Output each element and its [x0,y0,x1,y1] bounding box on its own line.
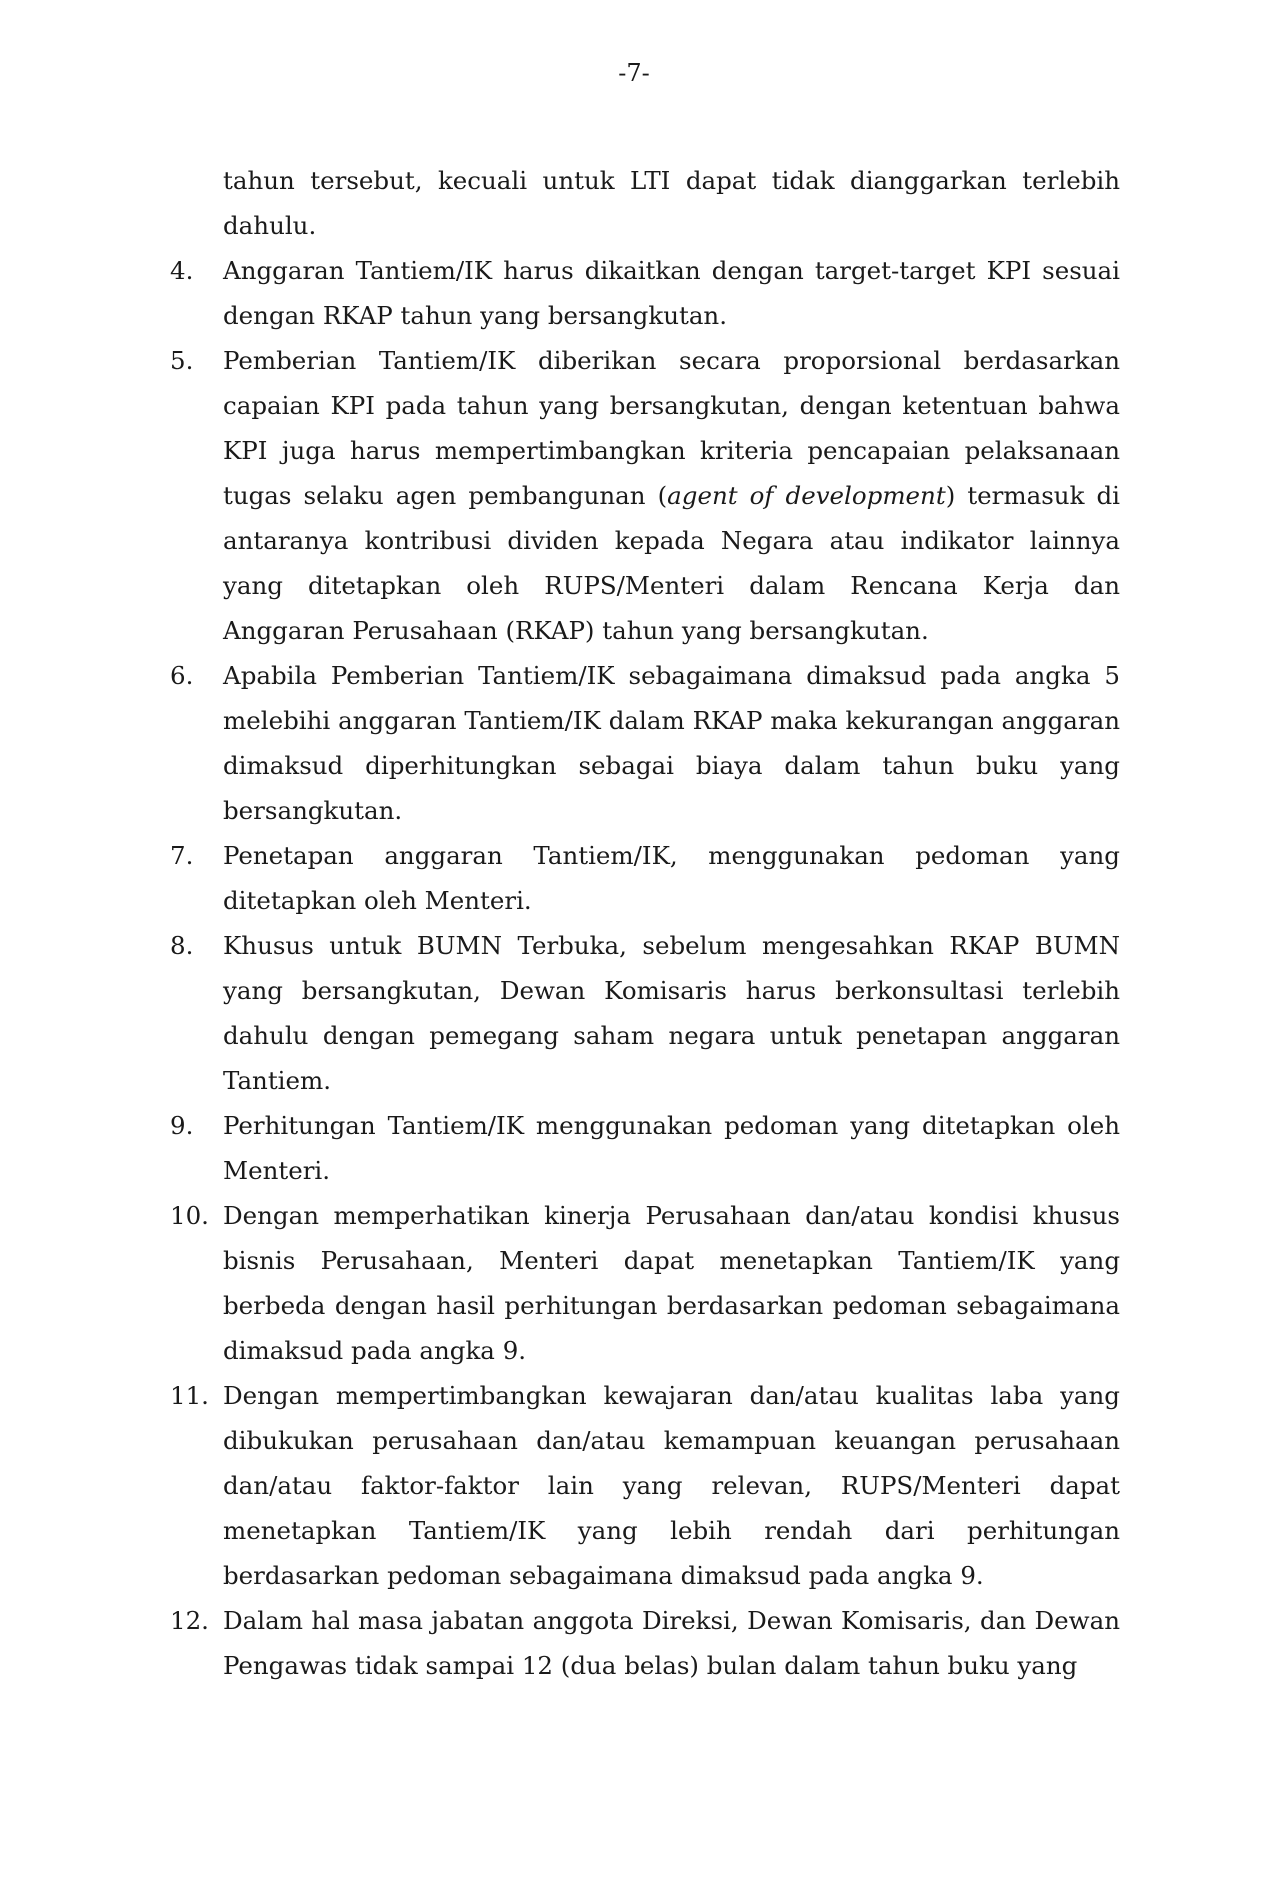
list-item-text: Dengan memperhatikan kinerja Perusahaan dan/atau kondisi khusus bisnis Perusahaan, Menteri dapat menetapkan Tantiem/IK yang berbeda dengan hasil perhitungan berdasarkan pedoman sebagaimana dimaksud pada angka 9. [223,1201,1120,1365]
list-item-number: 5. [170,346,194,375]
list-item-number: 8. [170,931,194,960]
list-item-number: 9. [170,1111,194,1140]
list-item-number: 10. [170,1201,209,1230]
list-item-text: Dengan mempertimbangkan kewajaran dan/atau kualitas laba yang dibukukan perusahaan dan/atau kemampuan keuangan perusahaan dan/atau faktor-faktor lain yang relevan, RUPS/Menteri dapat menetapkan Tantiem/IK yang lebih rendah dari perhitungan berdasarkan pedoman sebagaimana dimaksud pada angka 9. [223,1381,1120,1590]
list-item-text: Perhitungan Tantiem/IK menggunakan pedoman yang ditetapkan oleh Menteri. [223,1111,1120,1185]
list-item-text: Khusus untuk BUMN Terbuka, sebelum mengesahkan RKAP BUMN yang bersangkutan, Dewan Komisaris harus berkonsultasi terlebih dahulu dengan pemegang saham negara untuk penetapan anggaran Tantiem. [223,931,1120,1095]
list-item-number: 6. [170,661,194,690]
list-item-number: 11. [170,1381,209,1410]
list-item-text-part: Pemberian Tantiem/IK diberikan secara proporsional berdasarkan capaian KPI pada tahun yang bersangkutan, dengan ketentuan bahwa KPI juga harus mempertimbangkan kriteria pencapaian pelaksanaan tugas selaku agen pembangunan ( [223,346,1120,510]
list-item-number: 7. [170,841,194,870]
list-item-5 [170,338,1120,653]
list-item-text [223,346,1120,645]
continuation-paragraph [170,158,1120,248]
list-item-number: 12. [170,1606,209,1635]
list-item-6 [170,653,1120,833]
list-item-number: 4. [170,256,194,285]
list-item-text: Apabila Pemberian Tantiem/IK sebagaimana dimaksud pada angka 5 melebihi anggaran Tantiem/IK dalam RKAP maka kekurangan anggaran dimaksud diperhitungkan sebagai biaya dalam tahun buku yang bersangkutan. [223,661,1120,825]
continuation-text: tahun tersebut, kecuali untuk LTI dapat tidak dianggarkan terlebih dahulu. [223,166,1120,240]
list-item-12 [170,1598,1120,1688]
list-item-text-part: ) termasuk di antaranya kontribusi dividen kepada Negara atau indikator lainnya yang ditetapkan oleh RUPS/Menteri dalam Rencana Kerja dan Anggaran Perusahaan (RKAP) tahun yang bersangkutan. [223,481,1120,645]
document-body [170,158,1120,1688]
list-item-9 [170,1103,1120,1193]
list-item-text: Dalam hal masa jabatan anggota Direksi, Dewan Komisaris, dan Dewan Pengawas tidak sampai 12 (dua belas) bulan dalam tahun buku yang [223,1606,1120,1680]
list-item-text: Anggaran Tantiem/IK harus dikaitkan dengan target-target KPI sesuai dengan RKAP tahun yang bersangkutan. [223,256,1120,330]
list-item-8 [170,923,1120,1103]
list-item-10 [170,1193,1120,1373]
page-number: -7- [618,59,650,87]
list-item-text: Penetapan anggaran Tantiem/IK, menggunakan pedoman yang ditetapkan oleh Menteri. [223,841,1120,915]
list-item-italic-term: agent of development [667,481,946,510]
list-item-4 [170,248,1120,338]
list-item-7 [170,833,1120,923]
list-item-11 [170,1373,1120,1598]
